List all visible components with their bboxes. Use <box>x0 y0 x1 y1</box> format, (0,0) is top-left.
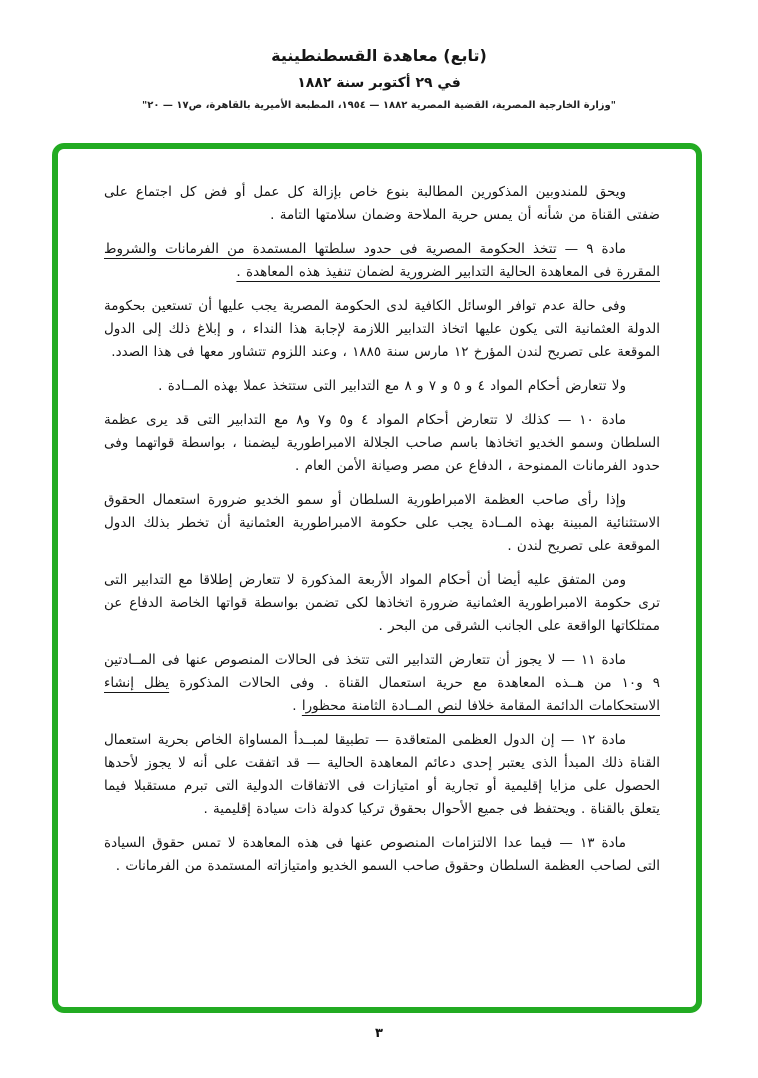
text-segment: مادة ٩ — <box>556 241 626 257</box>
paragraph-article-13 <box>104 832 660 878</box>
document-body <box>104 181 660 878</box>
text-segment: وفى حالة عدم توافر الوسائل الكافية لدى الحكومة المصرية يجب عليها أن تستعين بحكومة الدولة العثمانية التى يكون عليها اتخاذ التدابير اللازمة لإجابة هذا النداء ، و إبلاغ ذلك إلى الدول الموقعة على تصريح لندن المؤرخ ١٢ مارس سنة ١٨٨٥ ، وعند اللزوم تتشاور معها فى هذا الصدد. <box>104 298 660 360</box>
text-segment: ومن المتفق عليه أيضا أن أحكام المواد الأربعة المذكورة لا تتعارض إطلاقا مع التدابير التى ترى حكومة الامبراطورية العثمانية ضرورة اتخاذها لكى تضمن بواسطة قواتها الخاصة الدفاع عن ممتلكاتها الواقعة على الجانب الشرقى من البحر . <box>104 572 660 634</box>
paragraph-intro <box>104 181 660 227</box>
paragraph-article-11 <box>104 649 660 718</box>
underlined-text: تتخذ الحكومة المصرية فى حدود سلطتها المستمدة من الفرمانات والشروط المقررة فى المعاهدة الحالية التدابير الضرورية لضمان تنفيذ هذه المعاهدة . <box>104 241 660 280</box>
document-date: في ٢٩ أكتوبر سنة ١٨٨٢ <box>297 75 461 91</box>
page-number: ٣ <box>375 1026 383 1041</box>
document-header <box>0 46 758 111</box>
text-segment: ولا تتعارض أحكام المواد ٤ و ٥ و ٧ و ٨ مع التدابير التى ستتخذ عملا بهذه المــادة . <box>158 378 626 394</box>
text-segment: مادة ١١ — لا يجوز أن تتعارض التدابير التى تتخذ فى الحالات المنصوص عنها فى المــادتين ٩ و١٠ من هــذه المعاهدة مع حرية استعمال القناة . وفى الحالات المذكورة <box>104 652 661 691</box>
paragraph-article-9 <box>104 238 660 284</box>
paragraph-article-9-cont-1 <box>104 295 660 364</box>
document-source-citation: "وزارة الخارجية المصرية، القضية المصرية ١٨٨٢ — ١٩٥٤، المطبعة الأميرية بالقاهرة، ص١٧ — ٢٠" <box>142 100 616 111</box>
paragraph-article-9-cont-2 <box>104 375 660 398</box>
underlined-text: يظل إنشاء الاستحكامات الدائمة المقامة خلافا لنص المــادة الثامنة محظورا <box>104 675 660 714</box>
text-segment: مادة ١٢ — إن الدول العظمى المتعاقدة — تطبيقا لمبــدأ المساواة الخاص بحرية استعمال القناة ذلك المبدأ الذى يعتبر إحدى دعائم المعاهدة الحالية — قد اتفقت على أنه لا يجوز لأحدها الحصول على مزايا إقليمية أو تجارية أو امتيازات فى الاتفاقات الدولية التى تبرم مستقبلا فيما يتعلق بالقناة . ويحتفظ فى جميع الأحوال بحقوق تركيا كدولة ذات سيادة إقليمية . <box>104 732 660 817</box>
text-segment: مادة ١٠ — كذلك لا تتعارض أحكام المواد ٤ و٥ و٧ و٨ مع التدابير التى قد يرى عظمة السلطان وسمو الخديو اتخاذها باسم صاحب الجلالة الامبراطورية ليضمنا ، بواسطة قواتهما وفى حدود الفرمانات الممنوحة ، الدفاع عن مصر وصيانة الأمن العام . <box>104 412 660 474</box>
paragraph-article-10-cont-2 <box>104 569 660 638</box>
text-segment: مادة ١٣ — فيما عدا الالتزامات المنصوص عنها فى هذه المعاهدة لا تمس حقوق السيادة التى لصاحب العظمة السلطان وحقوق صاحب السمو الخديو وامتيازاته المستمدة من الفرمانات . <box>104 835 660 874</box>
paragraph-article-10 <box>104 409 660 478</box>
text-segment: ويحق للمندوبين المذكورين المطالبة بنوع خاص بإزالة كل عمل أو فض كل اجتماع على ضفتى القناة من شأنه أن يمس حرية الملاحة وضمان سلامتها التامة . <box>104 184 660 223</box>
document-title: (تابع) معاهدة القسطنطينية <box>271 46 487 65</box>
text-segment: . <box>292 698 302 714</box>
paragraph-article-10-cont-1 <box>104 489 660 558</box>
paragraph-article-12 <box>104 729 660 821</box>
green-annotation-box <box>52 143 702 1013</box>
text-segment: وإذا رأى صاحب العظمة الامبراطورية السلطان أو سمو الخديو ضرورة استعمال الحقوق الاستثنائية المبينة بهذه المــادة يجب على حكومة الامبراطورية العثمانية أن تخطر بذلك الدول الموقعة على تصريح لندن . <box>104 492 660 554</box>
